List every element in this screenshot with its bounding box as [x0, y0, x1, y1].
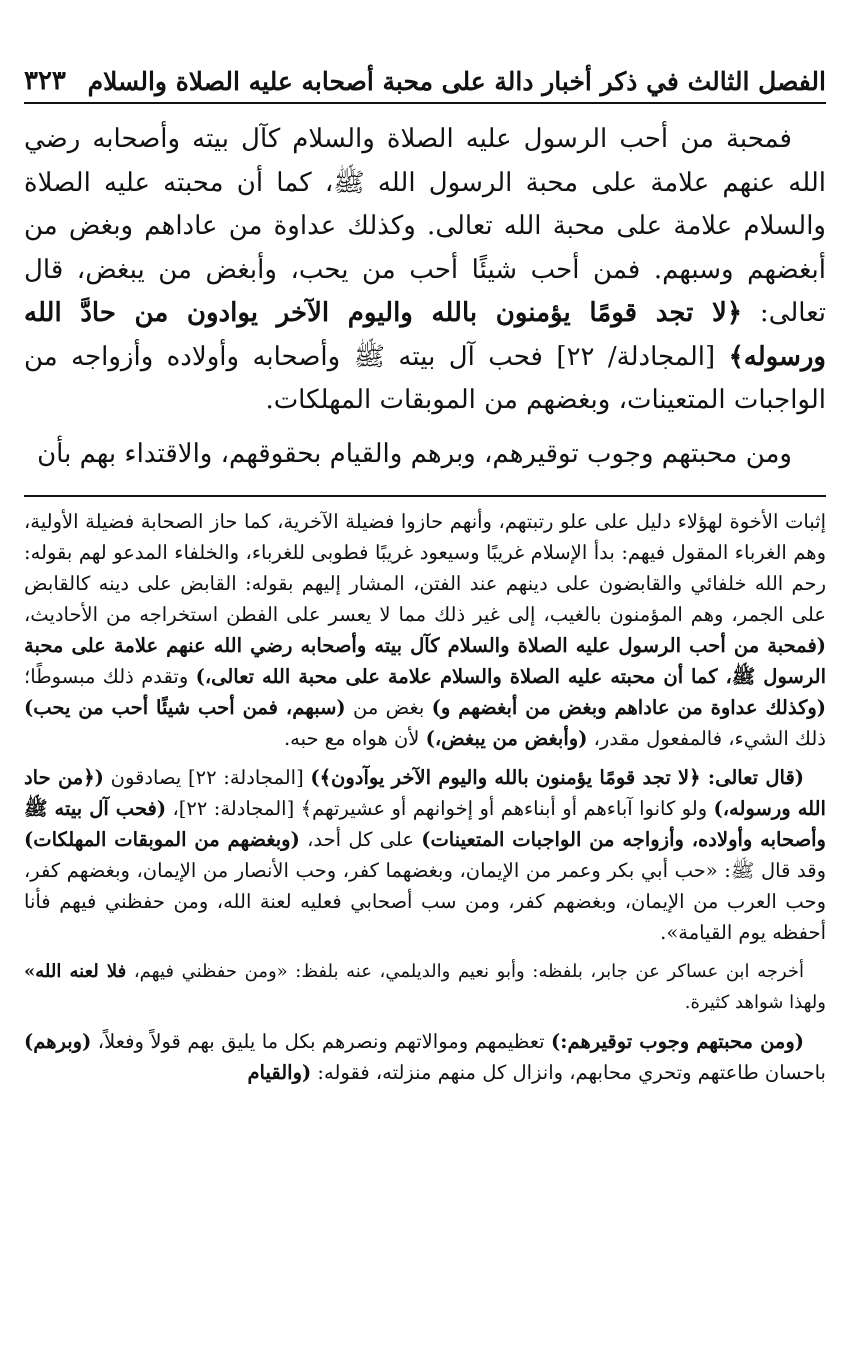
page-header — [24, 52, 826, 104]
quoted-matn: (ومن محبتهم وجوب توقيرهم:) — [551, 1030, 804, 1053]
quoted-matn: (فمحبة من أحب الرسول عليه الصلاة والسلام كآل بيته وأصحابه رضي الله عنهم علامة على محبة الرسول ﷺ، كما أن محبته عليه الصلاة والسلام علامة على محبة الله تعالى،) — [24, 634, 826, 688]
quoted-matn: (وكذلك عداوة من عاداهم وبغض من أبغضهم و) — [431, 696, 826, 719]
commentary-text: وتقدم ذلك مبسوطًا؛ — [24, 665, 196, 688]
quoted-matn: (فحب آل بيته ﷺ وأصحابه وأولاده، وأزواجه من الواجبات المتعينات) — [24, 797, 826, 851]
main-paragraph-2: ومن محبتهم وجوب توقيرهم، وبرهم والقيام بحقوقهم، والاقتداء بهم بأن — [37, 438, 792, 469]
commentary-text: أخرجه ابن عساكر عن جابر، بلفظه: وأبو نعيم والديلمي، عنه بلفظ: «ومن حفظني فيهم، — [126, 961, 804, 982]
commentary-text: ولو كانوا آباءهم أو أبناءهم أو إخوانهم أو عشيرتهم﴾ [المجادلة: ٢٢]، — [166, 797, 714, 820]
commentary-text: تعظيمهم وموالاتهم ونصرهم بكل ما يليق بهم قولاً وفعلاً، — [91, 1030, 552, 1053]
commentary-paragraph-2 — [24, 762, 826, 948]
book-page — [24, 0, 826, 1364]
commentary-text: على كل أحد، — [299, 828, 422, 851]
main-paragraph-1 — [24, 118, 826, 423]
quoted-matn: (قال تعالى: ﴿لا تجد قومًا يؤمنون بالله واليوم الآخر يوآدون﴾) — [310, 766, 804, 789]
quoted-matn: (سبهم، فمن أحب شيئًا أحب من يحب) — [24, 696, 346, 719]
footnote-separator — [24, 495, 826, 497]
quran-quote: ﴿لا تجد قومًا يؤمنون بالله واليوم الآخر يوادون من حادَّ الله ورسوله﴾ — [24, 298, 826, 372]
commentary-text: [المجادلة: ٢٢] يصادقون — [103, 766, 311, 789]
main-text-segment: فمحبة من أحب الرسول عليه الصلاة والسلام كآل بيته وأصحابه رضي الله عنهم علامة على محبة الرسول الله ﷺ، كما أن محبته عليه الصلاة والسلام علامة على محبة الله تعالى. وكذلك عداوة من عاداهم وبغض من أبغضهم وسبهم. فمن أحب شيئًا أحب من يحب، وأبغض من يبغض، قال تعالى: — [24, 124, 826, 328]
main-text-segment: [المجادلة/ ٢٢] فحب آل بيته ﷺ وأصحابه وأولاده وأزواجه من الواجبات المتعينات، وبغضهم من الموبقات المهلكات. — [24, 341, 826, 415]
commentary-text: ولهذا شواهد كثيرة. — [684, 992, 826, 1013]
main-text — [24, 118, 826, 486]
quoted-matn: (والقيام — [247, 1061, 312, 1084]
running-title: الفصل الثالث في ذكر أخبار دالة على محبة أصحابه عليه الصلاة والسلام — [87, 67, 826, 96]
commentary-paragraph-4 — [24, 1026, 826, 1088]
commentary-paragraph-1 — [24, 506, 826, 754]
commentary-text: بغض من — [345, 696, 432, 719]
quoted-matn: (وأبغض من يبغض،) — [425, 727, 588, 750]
quoted-hadith: فلا لعنه الله» — [24, 961, 127, 982]
commentary-paragraph-3 — [24, 956, 826, 1018]
quoted-matn: (وبغضهم من الموبقات المهلكات) — [24, 828, 300, 851]
commentary-section — [24, 506, 826, 1096]
commentary-text: ذلك الشيء، فالمفعول مقدر، — [587, 727, 826, 750]
commentary-text: إثبات الأخوة لهؤلاء دليل على علو رتبتهم، وأنهم حازوا فضيلة الآخرية، كما حاز الصحابة فضيلة الأولية، وهم الغرباء المقول فيهم: بدأ الإسلام غريبًا وسيعود غريبًا فطوبى للغرباء، والخلفاء المدعو لهم بقوله: رحم الله خلفائي والقابضون على دينهم عند الفتن، المشار إليهم بقوله: القابض على دينه كالقابض على الجمر، وهم المؤمنون بالغيب، إلى غير ذلك مما لا يعسر على الفطن استخراجه من الأحاديث، — [24, 510, 826, 626]
page-number: ٣٢٣ — [24, 66, 66, 96]
quoted-matn: (وبرهم) — [24, 1030, 92, 1053]
commentary-text: باحسان طاعتهم وتحري محابهم، وانزال كل منهم منزلته، فقوله: — [311, 1061, 826, 1084]
commentary-text: وقد قال ﷺ: «حب أبي بكر وعمر من الإيمان، وبغضهما كفر، وحب الأنصار من الإيمان، وبغضهم كفر، وحب العرب من الإيمان، وبغضهم كفر، ومن سب أصحابي فعليه لعنة الله، ومن حفظني فيهم فأنا أحفظه يوم القيامة». — [24, 859, 826, 944]
commentary-text: لأن هواه مع حبه. — [283, 727, 426, 750]
quoted-matn: (﴿من حاد الله ورسوله،) — [24, 766, 826, 820]
